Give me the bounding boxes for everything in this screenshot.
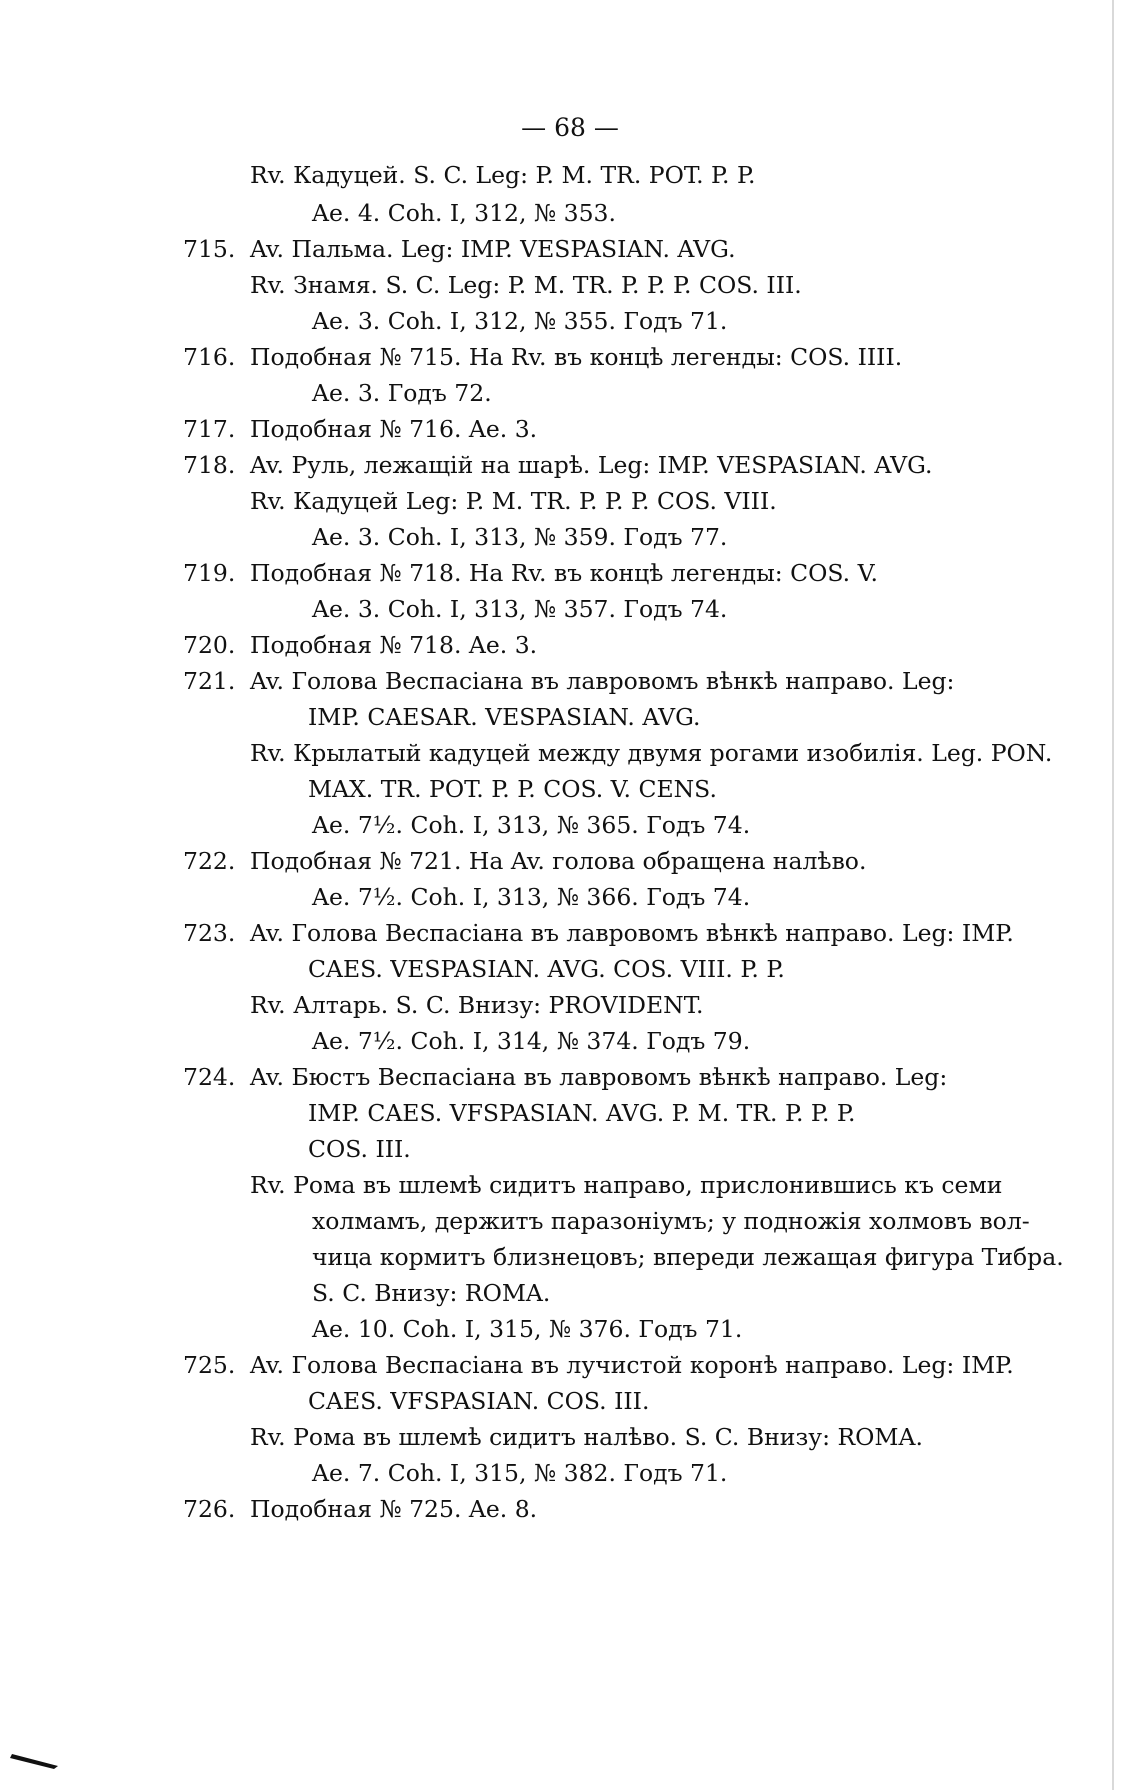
text-line: Rv. Алтарь. S. C. Внизу: PROVIDENT. [250, 991, 704, 1019]
entry-number: 715. [183, 235, 236, 263]
entry-number: 718. [183, 451, 236, 479]
text-line: Rv. Рома въ шлемѣ сидитъ налѣво. S. C. Внизу: ROMA. [250, 1423, 923, 1451]
text-line: Подобная № 715. На Rv. въ концѣ легенды: COS. IIII. [250, 343, 903, 371]
text-line: Av. Голова Веспасіана въ лавровомъ вѣнкѣ направо. Leg: IMP. [250, 919, 1014, 947]
entry-number: 716. [183, 343, 236, 371]
entry-number: 722. [183, 847, 236, 875]
text-line: Подобная № 718. На Rv. въ концѣ легенды: COS. V. [250, 559, 878, 587]
page-edge-line [1112, 0, 1114, 1790]
text-line: S. C. Внизу: ROMA. [312, 1279, 551, 1307]
scan-artifact-mark [10, 1752, 62, 1770]
text-line: чица кормитъ близнецовъ; впереди лежащая фигура Тибра. [312, 1243, 1064, 1271]
text-line: Подобная № 725. Ae. 8. [250, 1495, 538, 1523]
text-line: Подобная № 716. Ae. 3. [250, 415, 538, 443]
text-line: Ae. 7½. Coh. I, 313, № 366. Годъ 74. [312, 883, 751, 911]
entry-number: 721. [183, 667, 236, 695]
entry-number: 725. [183, 1351, 236, 1379]
text-line: Rv. Кадуцей. S. C. Leg: P. M. TR. POT. P. P. [250, 161, 756, 189]
text-line: холмамъ, держитъ паразоніумъ; у подножія холмовъ вол- [312, 1207, 1030, 1235]
text-line: Ae. 3. Годъ 72. [312, 379, 492, 407]
entry-number: 724. [183, 1063, 236, 1091]
entry-number: 717. [183, 415, 236, 443]
text-line: IMP. CAES. VFSPASIAN. AVG. P. M. TR. P. P. P. [308, 1099, 856, 1127]
text-line: CAES. VESPASIAN. AVG. COS. VIII. P. P. [308, 955, 785, 983]
text-line: Av. Голова Веспасіана въ лучистой коронѣ направо. Leg: IMP. [250, 1351, 1014, 1379]
text-line: Rv. Крылатый кадуцей между двумя рогами изобилія. Leg. PON. [250, 739, 1053, 767]
text-line: Av. Руль, лежащій на шарѣ. Leg: IMP. VESPASIAN. AVG. [250, 451, 933, 479]
entry-number: 723. [183, 919, 236, 947]
text-line: Ae. 7½. Coh. I, 314, № 374. Годъ 79. [312, 1027, 751, 1055]
text-line: Подобная № 721. На Av. голова обращена налѣво. [250, 847, 867, 875]
text-line: CAES. VFSPASIAN. COS. III. [308, 1387, 650, 1415]
text-line: Av. Бюстъ Веспасіана въ лавровомъ вѣнкѣ направо. Leg: [250, 1063, 948, 1091]
text-line: Rv. Знамя. S. C. Leg: P. M. TR. P. P. P. COS. III. [250, 271, 802, 299]
text-line: Ae. 7½. Coh. I, 313, № 365. Годъ 74. [312, 811, 751, 839]
entry-number: 719. [183, 559, 236, 587]
text-line: Ae. 3. Coh. I, 313, № 359. Годъ 77. [312, 523, 728, 551]
text-line: Rv. Рома въ шлемѣ сидитъ направо, прислонившись къ семи [250, 1171, 1003, 1199]
text-line: MAX. TR. POT. P. P. COS. V. CENS. [308, 775, 717, 803]
page-number: — 68 — [521, 113, 619, 142]
text-line: Ae. 3. Coh. I, 312, № 355. Годъ 71. [312, 307, 728, 335]
text-line: Ae. 10. Coh. I, 315, № 376. Годъ 71. [312, 1315, 743, 1343]
entry-number: 726. [183, 1495, 236, 1523]
text-line: Rv. Кадуцей Leg: P. M. TR. P. P. P. COS. VIII. [250, 487, 777, 515]
text-line: COS. III. [308, 1135, 411, 1163]
text-line: Ae. 3. Coh. I, 313, № 357. Годъ 74. [312, 595, 728, 623]
text-line: Ae. 7. Coh. I, 315, № 382. Годъ 71. [312, 1459, 728, 1487]
text-line: Ae. 4. Coh. I, 312, № 353. [312, 199, 616, 227]
text-line: Av. Голова Веспасіана въ лавровомъ вѣнкѣ направо. Leg: [250, 667, 955, 695]
text-line: IMP. CAESAR. VESPASIAN. AVG. [308, 703, 701, 731]
text-line: Av. Пальма. Leg: IMP. VESPASIAN. AVG. [250, 235, 736, 263]
entry-number: 720. [183, 631, 236, 659]
text-line: Подобная № 718. Ae. 3. [250, 631, 538, 659]
